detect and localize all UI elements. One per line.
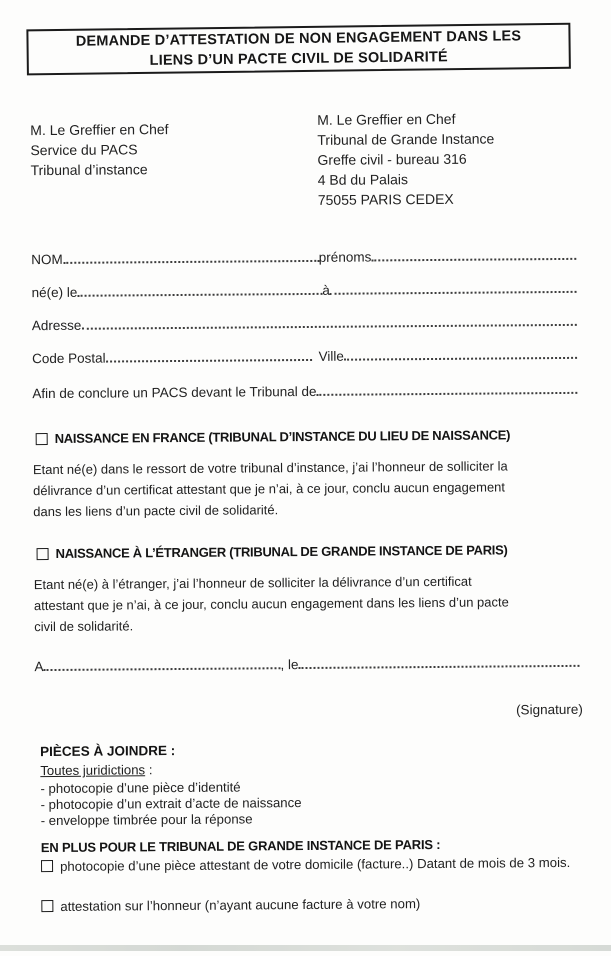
birth-abroad-heading-text: NAISSANCE À L’ÉTRANGER (TRIBUNAL DE GRANDE INSTANCE DE PARIS)	[55, 542, 508, 561]
paris-extra-item-domicile	[41, 855, 601, 874]
tribunal-label: Afin de conclure un PACS devant le Tribunal de	[32, 383, 317, 402]
recipient-right-line: 75055 PARIS CEDEX	[317, 190, 454, 208]
city-field-line[interactable]	[344, 357, 577, 361]
checkbox-attestation-icon[interactable]	[41, 900, 53, 912]
title-line-2: LIENS D’UN PACTE CIVIL DE SOLIDARITÉ	[149, 49, 448, 69]
birthdate-label: né(e) le	[31, 284, 78, 301]
attachment-item: - photocopie d’un extrait d’acte de naissance	[40, 794, 302, 812]
recipient-left-line: Service du PACS	[30, 141, 138, 159]
attachments-subheading-text: Toutes juridictions	[40, 762, 146, 779]
recipient-right-line: 4 Bd du Palais	[317, 171, 409, 188]
checkbox-birth-abroad-icon[interactable]	[37, 548, 49, 560]
checkbox-birth-france-icon[interactable]	[36, 433, 48, 445]
postal-code-field-line[interactable]	[106, 359, 312, 363]
attachments-list	[40, 779, 301, 828]
birth-abroad-paragraph: Etant né(e) à l’étranger, j’ai l’honneur de solliciter la délivrance d’un certificat attestant que je n’ai, à ce jour, conclu aucun engagement dans les liens d’un pacte civil de solidarité.	[33, 573, 509, 635]
prenoms-field-line[interactable]	[371, 258, 576, 262]
date-label: , le	[280, 657, 299, 673]
section-birth-france-heading	[36, 427, 592, 446]
birth-france-heading-text: NAISSANCE EN FRANCE (TRIBUNAL D’INSTANCE DU LIEU DE NAISSANCE)	[54, 427, 511, 446]
birthdate-field-line[interactable]	[77, 293, 322, 297]
recipient-left-line: Tribunal d’instance	[30, 161, 148, 179]
attachments-heading: PIÈCES À JOINDRE :	[40, 743, 176, 760]
field-row-postal	[32, 347, 577, 366]
field-row-nom	[31, 248, 576, 267]
birthplace-label: à	[322, 282, 330, 298]
checkbox-domicile-icon[interactable]	[41, 860, 53, 872]
attachment-item: - enveloppe timbrée pour la réponse	[40, 811, 253, 828]
field-row-address	[32, 314, 577, 333]
tribunal-field-line[interactable]	[317, 392, 578, 396]
date-field-line[interactable]	[299, 665, 580, 669]
address-label: Adresse	[31, 317, 82, 334]
field-row-tribunal	[32, 382, 577, 401]
attachments-subheading-colon: :	[145, 762, 153, 778]
recipient-block-left	[30, 119, 169, 180]
recipient-left-line: M. Le Greffier en Chef	[30, 121, 169, 139]
birthplace-field-line[interactable]	[330, 291, 577, 295]
nom-field-line[interactable]	[63, 260, 319, 264]
attachments-subheading	[40, 762, 152, 778]
place-label: A	[34, 659, 44, 675]
paris-extra-item-attestation-text: attestation sur l’honneur (n’ayant aucune facture à votre nom)	[60, 896, 421, 914]
address-field-line[interactable]	[81, 324, 576, 330]
title-box	[26, 23, 571, 76]
paris-extra-item-domicile-text: photocopie d’une pièce attestant de votre domicile (facture..) Datant de mois de 3 mois.	[59, 854, 571, 874]
recipient-block-right	[317, 109, 495, 210]
nom-label: NOM	[31, 251, 63, 268]
place-date-row	[34, 655, 579, 674]
recipient-right-line: Tribunal de Grande Instance	[317, 130, 495, 148]
recipient-right-line: M. Le Greffier en Chef	[317, 110, 456, 128]
recipient-right-line: Greffe civil - bureau 316	[317, 150, 467, 168]
place-field-line[interactable]	[44, 667, 281, 671]
prenoms-label: prénoms	[318, 249, 372, 265]
city-label: Ville	[318, 348, 344, 364]
signature-label: (Signature)	[515, 701, 583, 718]
title-line-1: DEMANDE D’ATTESTATION DE NON ENGAGEMENT DANS LES	[75, 28, 522, 50]
scan-edge-artifact	[0, 945, 611, 951]
paris-extra-heading: EN PLUS POUR LE TRIBUNAL DE GRANDE INSTANCE DE PARIS :	[40, 836, 441, 856]
attachment-item: - photocopie d’une pièce d’identité	[40, 779, 241, 797]
section-birth-abroad-heading	[37, 542, 593, 561]
postal-code-label: Code Postal	[31, 350, 106, 367]
field-row-birthdate	[31, 281, 576, 300]
paris-extra-item-attestation	[41, 895, 601, 914]
birth-france-paragraph: Etant né(e) dans le ressort de votre tribunal d’instance, j’ai l’honneur de solliciter la délivrance d’un certificat attestant que je n’ai, à ce jour, conclu aucun engagement dans les liens d’un pacte civil de solidarité.	[32, 458, 508, 520]
